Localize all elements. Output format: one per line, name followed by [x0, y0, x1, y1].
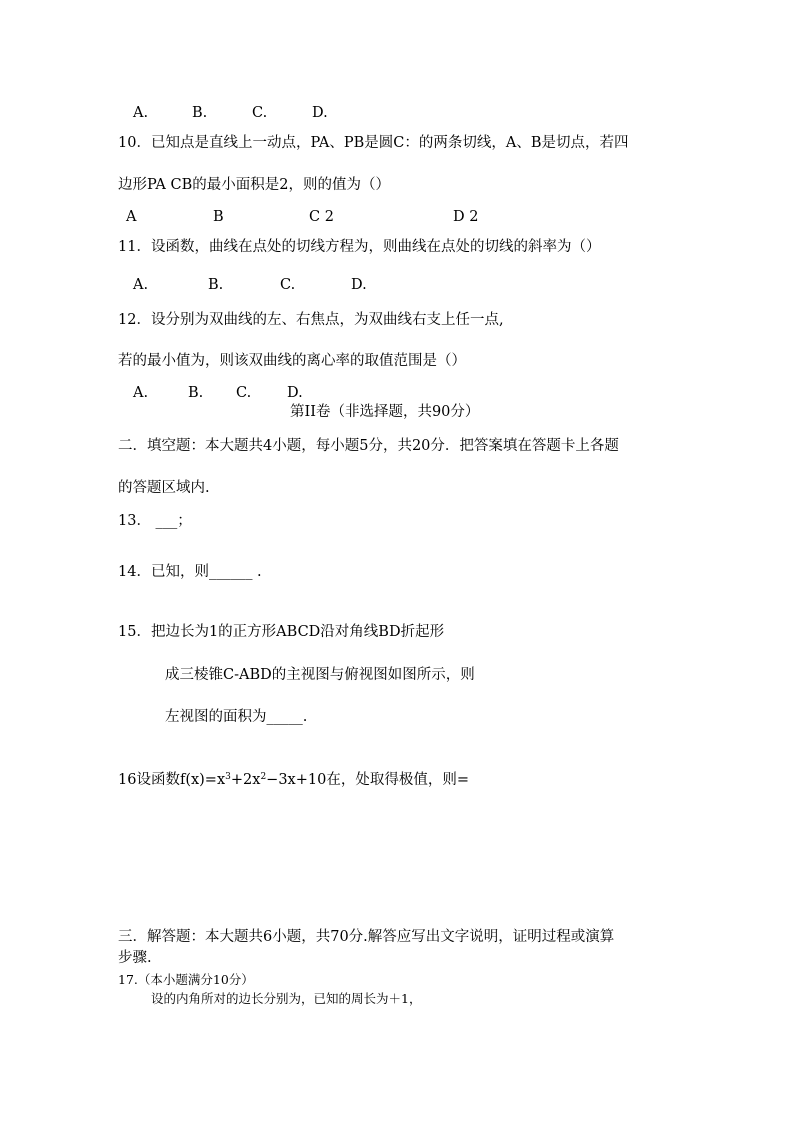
q10-text-line2: 边形PA CB的最小面积是2，则的值为（） [118, 177, 390, 193]
q13-text: 13． ___； [118, 513, 192, 529]
q10-option-a: A [126, 209, 137, 225]
q11-text: 11．设函数，曲线在点处的切线方程为，则曲线在点处的切线的斜率为（） [118, 239, 601, 255]
q16-exponent-1: 3 [225, 772, 231, 782]
q9-option-a: A. [133, 105, 149, 121]
q11-option-d: D. [351, 277, 367, 293]
q16-suffix: −3x+10在，处取得极值，则= [266, 772, 469, 788]
q10-text-line1: 10．已知点是直线上一动点，PA、PB是圆C：的两条切线，A、B是切点，若四 [118, 135, 629, 151]
q16-prefix: 16设函数f(x)=x [118, 772, 226, 788]
q16-middle: +2x [230, 772, 261, 788]
q15-text-line3: 左视图的面积为_____. [165, 709, 308, 725]
q17-header: 17.（本小题满分10分） [118, 972, 254, 987]
q11-option-c: C. [280, 277, 296, 293]
q11-option-b: B. [208, 277, 224, 293]
q12-text-line2: 若的最小值为，则该双曲线的离心率的取值范围是（） [118, 353, 466, 369]
q15-text-line1: 15．把边长为1的正方形ABCD沿对角线BD折起形 [118, 624, 445, 640]
q17-text-line1: 设的内角所对的边长分别为，已知的周长为＋1， [151, 991, 422, 1006]
q16-exponent-2: 2 [260, 772, 267, 782]
q12-option-b: B. [188, 385, 204, 401]
q15-text-line2: 成三棱锥C-ABD的主视图与俯视图如图所示，则 [165, 667, 475, 683]
section2-instructions-line1: 二．填空题：本大题共4小题，每小题5分，共20分．把答案填在答题卡上各题 [118, 438, 619, 454]
q10-option-d: D 2 [453, 209, 479, 225]
q12-option-c: C. [236, 385, 252, 401]
q9-option-b: B. [192, 105, 208, 121]
q9-option-d: D. [312, 105, 328, 121]
q9-option-c: C. [252, 105, 268, 121]
q11-option-a: A. [133, 277, 149, 293]
q12-option-d: D. [287, 385, 303, 401]
q16-text [118, 771, 469, 789]
section2-instructions-line2: 的答题区域内. [118, 480, 210, 496]
q12-option-a: A. [133, 385, 149, 401]
section2-title: 第II卷（非选择题，共90分） [290, 404, 480, 420]
q10-option-c: C 2 [309, 209, 334, 225]
q14-text: 14．已知，则______ . [118, 564, 262, 580]
q10-option-b: B [213, 209, 224, 225]
section3-instructions-line1: 三．解答题：本大题共6小题，共70分.解答应写出文字说明，证明过程或演算 [118, 929, 615, 945]
q12-text-line1: 12．设分别为双曲线的左、右焦点，为双曲线右支上任一点, [118, 312, 504, 328]
section3-instructions-line2: 步骤. [118, 950, 152, 966]
